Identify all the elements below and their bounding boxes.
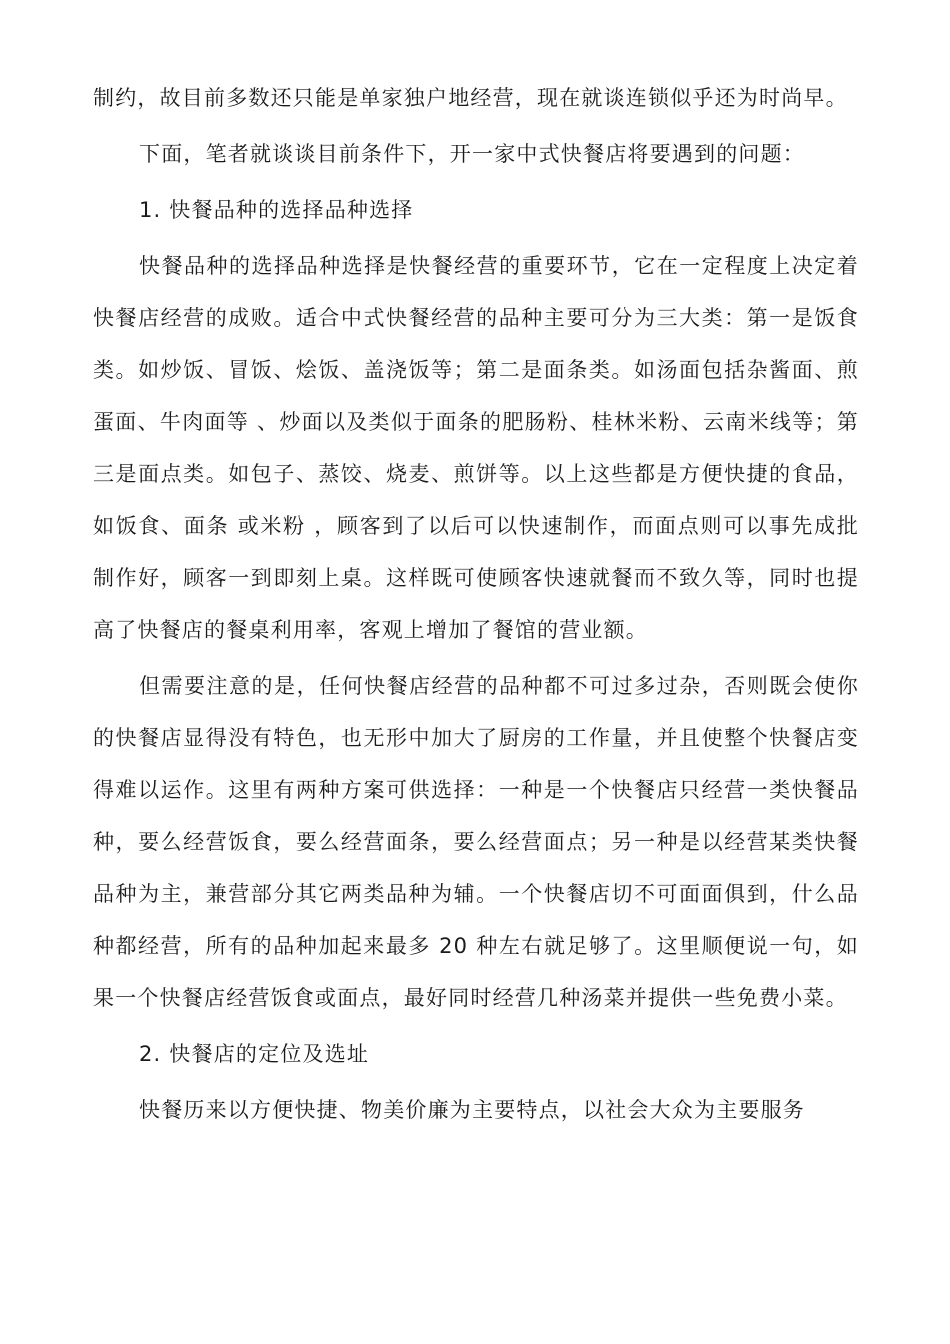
paragraph-positioning: 快餐历来以方便快捷、物美价廉为主要特点，以社会大众为主要服务 [139,1098,805,1122]
section-heading-1: 1. 快餐品种的选择品种选择 [139,198,414,222]
section-heading-2: 2. 快餐店的定位及选址 [139,1042,370,1066]
paragraph-variety-selection: 快餐品种的选择品种选择是快餐经营的重要环节，它在一定程度上决定着快餐店经营的成败。适合中式快餐经营的品种主要可分为三大类：第一是饭食类。如炒饭、冒饭、烩饭、盖浇饭等；第二是面条类。如汤面包括杂酱面、煎蛋面、牛肉面等 、炒面以及类似于面条的肥肠粉、桂林米粉、云南米线等；第三是面点类。如包子、蒸饺、烧麦、煎饼等。以上这些都是方便快捷的食品，如饭食、面条 或米粉 ，顾客到了以后可以快速制作，而面点则可以事先成批制作好，顾客一到即刻上桌。这样既可使顾客快速就餐而不致久等，同时也提高了快餐店的餐桌利用率，客观上增加了餐馆的营业额。 [93,254,859,642]
paragraph-intro: 下面，笔者就谈谈目前条件下，开一家中式快餐店将要遇到的问题： [139,142,805,166]
paragraph-variety-caution: 但需要注意的是，任何快餐店经营的品种都不可过多过杂，否则既会使你的快餐店显得没有特色，也无形中加大了厨房的工作量，并且使整个快餐店变得难以运作。这里有两种方案可供选择：一种是一个快餐店只经营一类快餐品种，要么经营饭食，要么经营面条，要么经营面点；另一种是以经营某类快餐品种为主，兼营部分其它两类品种为辅。一个快餐店切不可面面俱到，什么品种都经营，所有的品种加起来最多 20 种左右就足够了。这里顺便说一句，如果一个快餐店经营饭食或面点，最好同时经营几种汤菜并提供一些免费小菜。 [93,674,859,1010]
document-body [93,72,859,1140]
paragraph-continuation: 制约，故目前多数还只能是单家独户地经营，现在就谈连锁似乎还为时尚早。 [93,86,848,110]
